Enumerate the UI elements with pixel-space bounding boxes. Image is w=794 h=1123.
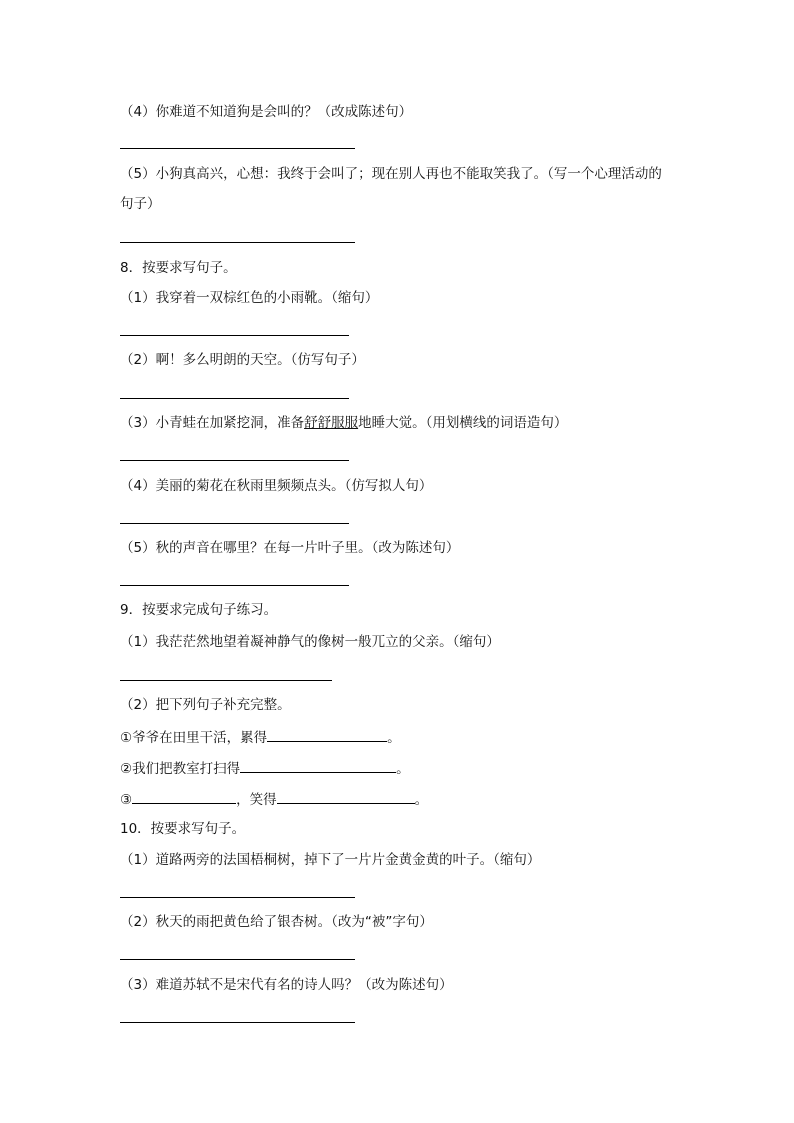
question-8-3-text: （3）小青蛙在加紧挖洞，准备 (120, 415, 305, 431)
question-8-1: （1）我穿着一双棕红色的小雨靴。（缩句） (120, 290, 379, 306)
question-9-2-a (120, 727, 401, 748)
question-9-1: （1）我茫茫然地望着凝神静气的像树一般兀立的父亲。（缩句） (120, 634, 500, 650)
answer-line[interactable] (120, 460, 349, 461)
question-7-5-line1: （5）小狗真高兴，心想：我终于会叫了；现在别人再也不能取笑我了。（写一个心理活动的 (120, 166, 662, 182)
answer-line[interactable] (120, 398, 349, 399)
underlined-phrase: 舒舒服服 (304, 415, 359, 431)
sentence-end: 。 (414, 792, 429, 808)
question-8-5: （5）秋的声音在哪里？在每一片叶子里。（改为陈述句） (120, 540, 460, 556)
question-7-4: （4）你难道不知道狗是会叫的？（改成陈述句） (120, 104, 413, 120)
sentence-start: ②我们把教室打扫得 (120, 761, 241, 777)
answer-line[interactable] (120, 523, 349, 524)
answer-line[interactable] (120, 335, 349, 336)
answer-line[interactable] (120, 680, 332, 681)
question-7-5-line2: 句子） (120, 196, 161, 212)
fill-blank[interactable] (277, 789, 415, 804)
question-8-4: （4）美丽的菊花在秋雨里频频点头。（仿写拟人句） (120, 478, 433, 494)
answer-line[interactable] (120, 1022, 355, 1023)
fill-blank[interactable] (132, 789, 236, 804)
question-10-2: （2）秋天的雨把黄色给了银杏树。（改为“被”字句） (120, 914, 433, 930)
sentence-middle: ，笑得 (236, 792, 277, 808)
question-10-3: （3）难道苏轼不是宋代有名的诗人吗？（改为陈述句） (120, 977, 453, 993)
sentence-start: ①爷爷在田里干活，累得 (120, 730, 268, 746)
question-9-2: （2）把下列句子补充完整。 (120, 697, 291, 713)
answer-line[interactable] (120, 242, 355, 243)
question-8-heading: 8．按要求写句子。 (120, 260, 237, 276)
fill-blank[interactable] (267, 727, 387, 742)
fill-blank[interactable] (240, 758, 396, 773)
question-8-3-instruction: 地睡大觉。（用划横线的词语造句） (358, 415, 568, 431)
answer-line[interactable] (120, 585, 349, 586)
circled-number: ③ (120, 792, 133, 808)
question-10-heading: 10．按要求写句子。 (120, 821, 246, 837)
question-8-3 (120, 413, 567, 433)
sentence-end: 。 (396, 761, 410, 777)
question-9-2-c (120, 789, 428, 810)
question-8-2: （2）啊！多么明朗的天空。（仿写句子） (120, 352, 365, 368)
sentence-end: 。 (387, 730, 401, 746)
question-9-2-b (120, 758, 410, 779)
answer-line[interactable] (120, 148, 355, 149)
question-9-heading: 9．按要求完成句子练习。 (120, 602, 278, 618)
answer-line[interactable] (120, 959, 355, 960)
question-10-1: （1）道路两旁的法国梧桐树，掉下了一片片金黄金黄的叶子。（缩句） (120, 852, 541, 868)
answer-line[interactable] (120, 897, 355, 898)
